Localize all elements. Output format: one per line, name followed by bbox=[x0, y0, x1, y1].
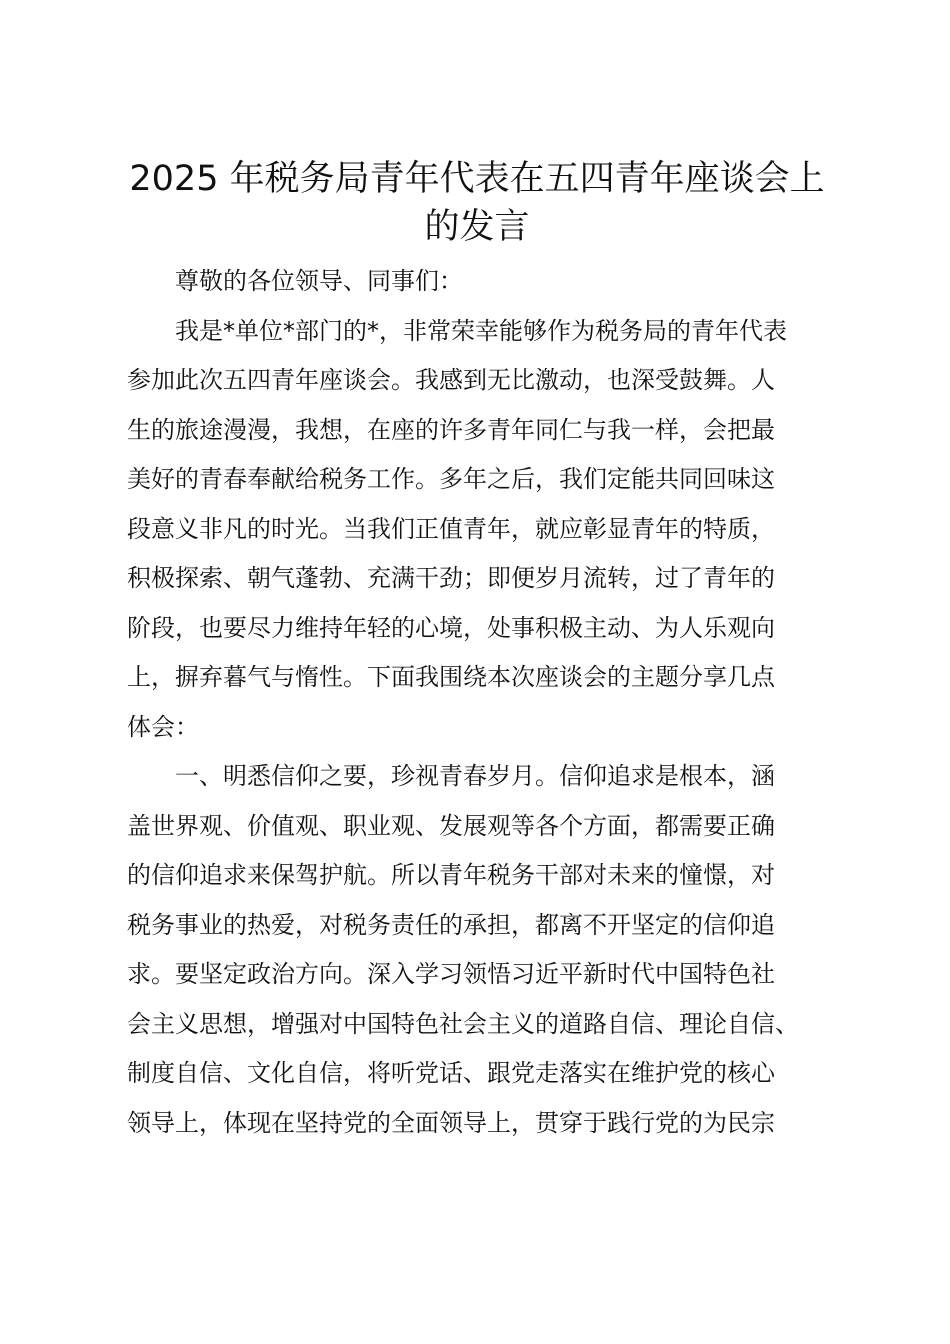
document-body bbox=[127, 257, 827, 1148]
section-one-paragraph: 一、明悉信仰之要，珍视青春岁月。信仰追求是根本，涵 盖世界观、价值观、职业观、发展观等各个方面，都需要正确 的信仰追求来保驾护航。所以青年税务干部对未来的憧憬，对 税务事业的热爱，对税务责任的承担，都离不开坚定的信仰追 求。要坚定政治方向。深入学习领悟习近平新时代中国特色社 会主义思想，增强对中国特色社会主义的道路自信、理论自信、 制度自信、文化自信，将听党话、跟党走落实在维护党的核心 领导上，体现在坚持党的全面领导上，贯穿于践行党的为民宗 bbox=[127, 762, 799, 1137]
greeting-paragraph: 尊敬的各位领导、同事们： bbox=[175, 267, 463, 295]
document-title: 2025 年税务局青年代表在五四青年座谈会上 的发言 bbox=[129, 159, 825, 247]
intro-paragraph: 我是*单位*部门的*，非常荣幸能够作为税务局的青年代表 参加此次五四青年座谈会。我感到无比激动，也深受鼓舞。人 生的旅途漫漫，我想，在座的许多青年同仁与我一样，会把最 美好的青春奉献给税务工作。多年之后，我们定能共同回味这 段意义非凡的时光。当我们正值青年，就应彰显青年的特质， 积极探索、朝气蓬勃、充满干劲；即便岁月流转，过了青年的 阶段，也要尽力维持年轻的心境，处事积极主动、为人乐观向 上，摒弃暮气与惰性。下面我围绕本次座谈会的主题分享几点 体会： bbox=[127, 316, 787, 741]
document-content bbox=[127, 155, 827, 1148]
